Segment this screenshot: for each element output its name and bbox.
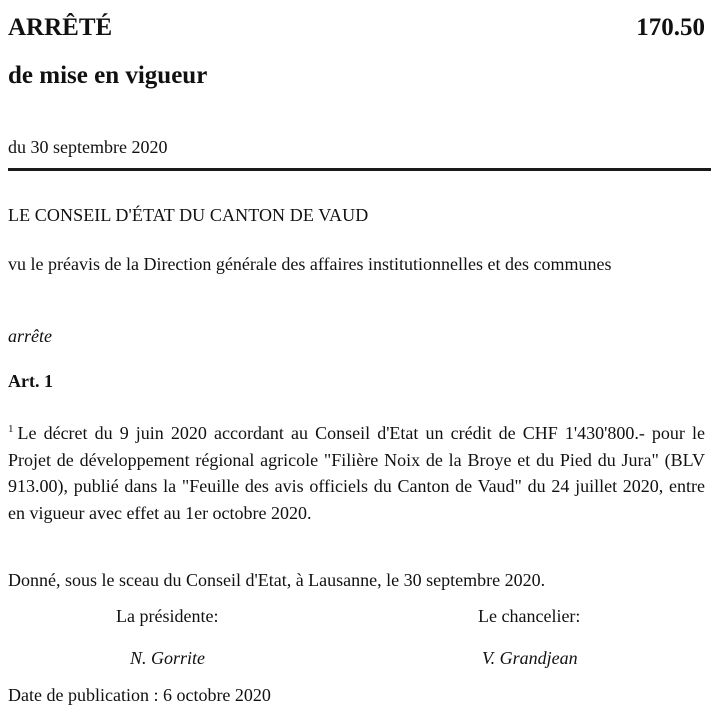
issuing-authority: LE CONSEIL D'ÉTAT DU CANTON DE VAUD	[8, 205, 369, 225]
article-title: Art. 1	[8, 371, 53, 391]
article-paragraph	[8, 416, 705, 526]
publication-date: Date de publication : 6 octobre 2020	[8, 685, 271, 705]
document-number: 170.50	[636, 14, 705, 41]
decision-word: arrête	[8, 326, 52, 346]
president-name: N. Gorrite	[130, 648, 206, 668]
chancellor-name: V. Grandjean	[482, 648, 578, 668]
preavis-text: vu le préavis de la Direction générale des affaires institutionnelles et des communes	[8, 254, 612, 274]
title-row	[8, 14, 705, 48]
given-under-seal: Donné, sous le sceau du Conseil d'Etat, à Lausanne, le 30 septembre 2020.	[8, 570, 546, 590]
document-date: du 30 septembre 2020	[8, 137, 168, 157]
header-divider	[8, 168, 711, 171]
document-subtitle: de mise en vigueur	[8, 62, 208, 89]
document-title: ARRÊTÉ	[8, 14, 113, 41]
president-label: La présidente:	[116, 606, 219, 626]
paragraph-number: 1	[8, 423, 14, 435]
article-text: Le décret du 9 juin 2020 accordant au Conseil d'Etat un crédit de CHF 1'430'800.- pour le Projet de développement régional agricole "Filière Noix de la Broye et du Pied du Jura" (BLV 913.00), publié dans la "Feuille des avis officiels du Canton de Vaud" du 24 juillet 2020, entre en vigueur avec effet au 1er octobre 2020.	[8, 423, 705, 523]
chancellor-label: Le chancelier:	[478, 606, 581, 626]
